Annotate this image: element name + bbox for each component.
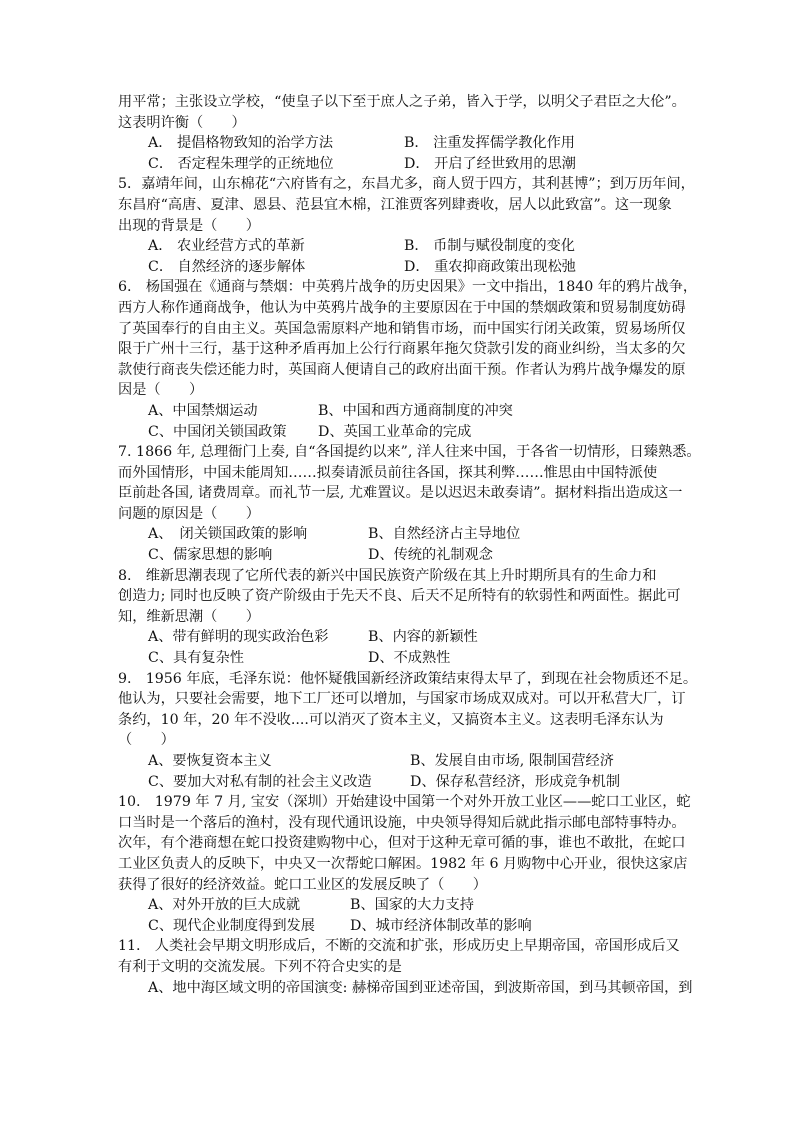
option-c: C、儒家思想的影响 [148, 547, 273, 564]
question-8 [118, 566, 688, 669]
question-text-line: 限于广州十三行，基于这种矛盾再加上公行行商累年拖欠贷款引发的商业纠纷，当太多的欠 [118, 341, 686, 358]
option-row [118, 545, 688, 566]
question-5 [118, 174, 695, 277]
option-c: C． 自然经济的逐步解体 [148, 258, 306, 275]
option-row [118, 236, 688, 257]
question-text-line: 工业区负责人的反映下，中央又一次帮蛇口解困。1982 年 6 月购物中心开业，很快这家店 [118, 855, 688, 872]
option-d: D． 开启了经世致用的思潮 [404, 155, 576, 172]
option-a: A、要恢复资本主义 [148, 753, 272, 769]
question-text-line: 9. 1956 年底，毛泽东说：他怀疑俄国新经济政策结束得太早了，到现在社会物质还不足。 [118, 670, 698, 687]
option-row [118, 257, 688, 278]
option-b: B、自然经济占主导地位 [368, 526, 521, 543]
question-9 [118, 669, 698, 793]
option-c: C、具有复杂性 [148, 650, 244, 667]
option-row [118, 772, 688, 793]
question-text-line: 次年，有个港商想在蛇口投资建购物中心，但对于这种无章可循的事，谁也不敢批，在蛇口 [118, 835, 686, 852]
option-row [118, 422, 688, 443]
question-text-line: 8. 维新思潮表现了它所代表的新兴中国民族资产阶级在其上升时期所具有的生命力和 [118, 567, 657, 584]
question-text-line: 口当时是一个落后的渔村，没有现代通讯设施，中央领导得知后就此指示邮电部特事特办。 [118, 814, 686, 831]
option-d: D、城市经济体制改革的影响 [350, 917, 532, 934]
question-6 [118, 277, 698, 442]
question-text-line: 而外国情形，中国未能周知……拟奏请派员前往各国，探其利弊……惟思由中国特派使 [118, 464, 658, 481]
option-a: A、地中海区域文明的帝国演变: 赫梯帝国到亚述帝国，到波斯帝国，到马其顿帝国，到 [148, 979, 693, 996]
option-row [118, 401, 688, 422]
option-row [118, 524, 688, 545]
option-b: B、国家的大力支持 [350, 897, 474, 914]
question-text-line: 条约，10 年，20 年不没收....可以消灭了资本主义，又搞资本主义。这表明毛泽东认为 [118, 711, 664, 728]
option-a: A． 提倡格物致知的治学方法 [148, 135, 334, 152]
option-row [118, 916, 688, 937]
question-text-line: 因是（ ） [118, 382, 204, 399]
question-text-line: （ ） [118, 732, 175, 749]
question-text-line: 获得了很好的经济效益。蛇口工业区的发展反映了（ ） [118, 876, 487, 893]
question-11 [118, 936, 693, 998]
option-b: B、发展自由市场, 限制国营经济 [410, 753, 614, 769]
question-text-line: 他认为，只要社会需要，地下工厂还可以增加，与国家市场成双成对。可以开私营大厂，订 [118, 691, 686, 708]
option-d: D、传统的礼制观念 [368, 547, 493, 564]
question-7 [118, 442, 701, 566]
question-text-line: 7. 1866 年, 总理衙门上奏, 自“各国提约以来”, 洋人往来中国，于各省一切情形，日臻熟悉。 [118, 444, 701, 461]
question-text-line: 款使行商丧失偿还能力时，英国商人便请自己的政府出面干预。作者认为鸦片战争爆发的原 [118, 361, 686, 378]
option-d: D、不成熟性 [368, 650, 451, 667]
question-text-line: 5．嘉靖年间，山东棉花“六府皆有之，东昌尤多，商人贸于四方，其利甚博”；到万历年间， [118, 176, 695, 193]
option-row [118, 133, 688, 154]
question-text-line: 用平常；主张设立学校，“使皇子以下至于庶人之子弟，皆入于学，以明父子君臣之大伦”。 [118, 94, 686, 110]
option-row [118, 648, 688, 669]
option-c: C、要加大对私有制的社会主义改造 [148, 773, 372, 790]
option-b: B． 币制与赋役制度的变化 [404, 238, 575, 255]
option-a: A、 闭关锁国政策的影响 [148, 526, 308, 543]
option-d: D、英国工业革命的完成 [318, 423, 472, 440]
option-b: B、内容的新颖性 [368, 629, 478, 646]
question-text-line: 知，维新思潮（ ） [118, 608, 260, 625]
question-text-line: 11. 人类社会早期文明形成后，不断的交流和扩张，形成历史上早期帝国，帝国形成后又 [118, 938, 680, 955]
option-d: D、保存私营经济，形成竞争机制 [410, 773, 621, 790]
option-c: C． 否定程朱理学的正统地位 [148, 155, 334, 172]
option-b: B． 注重发挥儒学教化作用 [404, 135, 575, 152]
option-row [118, 627, 688, 648]
question-text-line: 创造力; 同时也反映了资产阶级由于先天不良、后天不足所特有的软弱性和两面性。据此可 [118, 588, 681, 605]
exam-page [118, 92, 701, 998]
question-text-line: 有利于文明的交流发展。下列不符合史实的是 [118, 958, 402, 975]
option-c: C、现代企业制度得到发展 [148, 917, 315, 934]
option-b: B、中国和西方通商制度的冲突 [318, 402, 513, 419]
question-text-line: 臣前赴各国, 诸费周章。而礼节一层, 尤难置议。是以迟迟未敢奏请”。据材料指出造成这一 [118, 485, 683, 502]
option-d: D． 重农抑商政策出现松弛 [404, 258, 576, 275]
question-text-line: 出现的背景是（ ） [118, 217, 260, 234]
option-a: A、中国禁烟运动 [148, 402, 258, 419]
option-a: A、带有鲜明的现实政治色彩 [148, 629, 329, 646]
option-row [118, 895, 688, 916]
question-4 [118, 92, 688, 174]
option-row [118, 751, 688, 772]
question-10 [118, 792, 691, 936]
option-a: A、对外开放的巨大成就 [148, 897, 301, 914]
option-row [118, 154, 688, 175]
question-text-line: 问题的原因是（ ） [118, 505, 260, 522]
question-text-line: 西方人称作通商战争，他认为中英鸦片战争的主要原因在于中国的禁烟政策和贸易制度妨碍 [118, 299, 686, 316]
question-text-line: 东昌府“高唐、夏津、恩县、范县宜木棉，江淮贾客列肆赉收，居人以此致富”。这一现象 [118, 196, 672, 213]
question-text-line: 6. 杨国强在《通商与禁烟：中英鸦片战争的历史因果》一文中指出，1840 年的鸦片战争， [118, 279, 698, 296]
option-c: C、中国闭关锁国政策 [148, 423, 287, 440]
question-text-line: 这表明许衡（ ） [118, 114, 246, 131]
question-text-line: 了英国奉行的自由主义。英国急需原料产地和销售市场，而中国实行闭关政策，贸易场所仅 [118, 320, 686, 337]
option-a: A． 农业经营方式的革新 [148, 238, 305, 255]
question-text-line: 10. 1979 年 7 月, 宝安（深圳）开始建设中国第一个对外开放工业区——蛇口工业区，蛇 [118, 794, 691, 811]
